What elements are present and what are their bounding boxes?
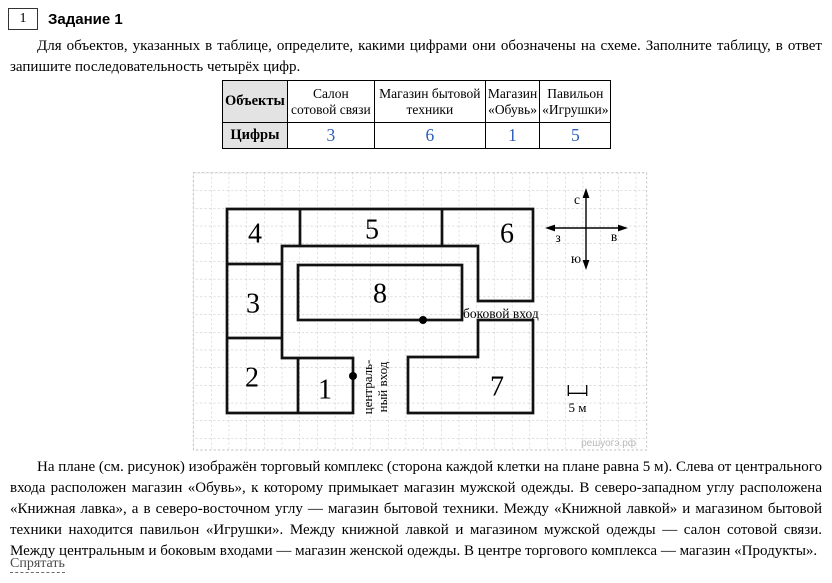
- room-label-1: 1: [318, 374, 332, 406]
- table-row-digits: [223, 123, 611, 149]
- compass-west-label: з: [555, 230, 561, 245]
- central-entrance-dot: [349, 372, 357, 380]
- room-label-6: 6: [500, 218, 514, 250]
- room-label-4: 4: [248, 218, 262, 250]
- object-cell: Салон сотовой связи: [287, 81, 374, 123]
- task-title: Задание 1: [48, 11, 123, 28]
- room-label-2: 2: [245, 362, 259, 394]
- digit-cell: 5: [540, 123, 611, 149]
- task-intro-text: Для объектов, указанных в таблице, определите, какими цифрами они обозначены на схеме. Заполните таблицу, в ответ запишите последовательность четырёх цифр.: [10, 38, 822, 75]
- hide-link[interactable]: Спрятать: [10, 556, 65, 571]
- room-label-5: 5: [365, 214, 379, 246]
- answer-table: [222, 80, 611, 149]
- room-label-7: 7: [490, 371, 504, 403]
- side-entrance-label: боковой вход: [463, 306, 539, 321]
- digit-cell: 3: [287, 123, 374, 149]
- scale-label: 5 м: [568, 400, 587, 415]
- central-entrance-label-line2: ный вход: [375, 361, 390, 413]
- compass-east-label: в: [610, 229, 618, 244]
- table-row-objects: [223, 81, 611, 123]
- compass-north-label: с: [574, 192, 580, 207]
- watermark: решуогэ.рф: [581, 438, 636, 449]
- compass-south-label: ю: [570, 251, 582, 266]
- room-label-3: 3: [246, 288, 260, 320]
- object-cell: Магазин бытовой техники: [374, 81, 485, 123]
- room-label-8: 8: [373, 278, 387, 310]
- digit-cell: 1: [485, 123, 539, 149]
- side-entrance-dot: [419, 316, 427, 324]
- objects-header-cell: Объекты: [223, 81, 288, 123]
- task-number-box: [8, 8, 38, 30]
- digit-cell: 6: [374, 123, 485, 149]
- task-number: 1: [19, 11, 27, 26]
- task-description-text: На плане (см. рисунок) изображён торговый комплекс (сторона каждой клетки на плане равна 5 м). Слева от центрального входа расположен магазин «Обувь», к которому примыкает магазин мужской одежды. В северо-западном углу расположена «Книжная лавка», а в северо-восточном углу — магазин бытовой техники. Между «Книжной лавкой» и магазином бытовой техники находится павильон «Игрушки». Между книжной лавкой и магазином мужской одежды — салон сотовой связи. Между центральным и боковым входами — магазин женской одежды. В центре торгового комплекса — магазин «Продукты».: [10, 459, 822, 559]
- digits-header-cell: Цифры: [223, 123, 288, 149]
- object-cell: Магазин «Обувь»: [485, 81, 539, 123]
- floor-plan-figure: [190, 165, 650, 455]
- central-entrance-label-line1: централь-: [360, 359, 375, 415]
- object-cell: Павильон «Игрушки»: [540, 81, 611, 123]
